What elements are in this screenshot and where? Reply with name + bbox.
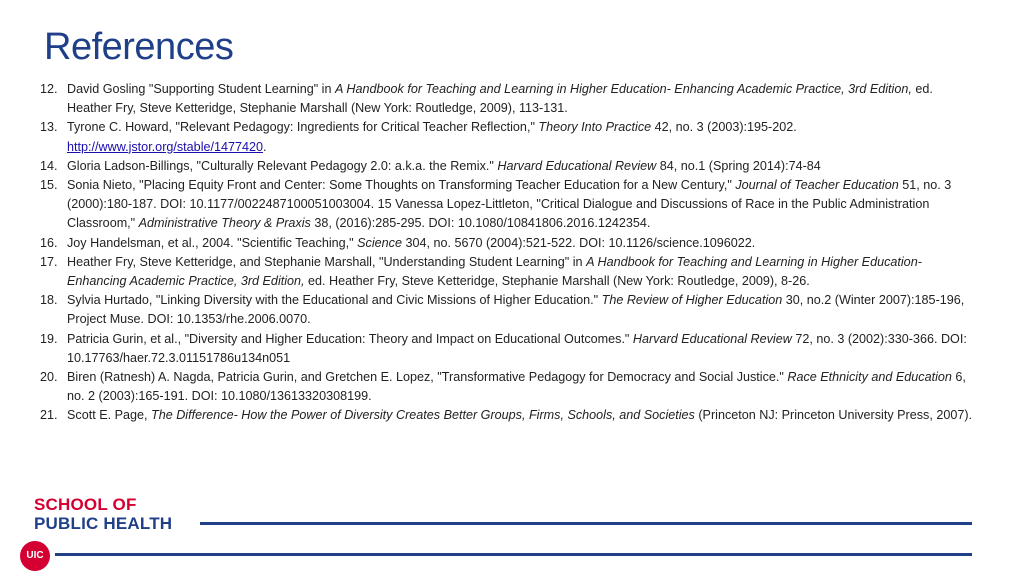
- reference-number: 16.: [40, 235, 58, 250]
- reference-source-title: The Review of Higher Education: [601, 293, 783, 308]
- reference-text: 72, no. 3 (2002):330-366. DOI: 10.17763/haer.72.3.01151786u134n051: [67, 331, 967, 365]
- reference-number: 12.: [40, 82, 58, 96]
- reference-item: [40, 157, 975, 176]
- reference-number: 18.: [40, 293, 58, 308]
- reference-text: 304, no. 5670 (2004):521-522. DOI: 10.1126/science.1096022.: [401, 235, 756, 250]
- reference-item: [40, 80, 975, 118]
- reference-text: 30, no.2 (Winter 2007):185-196, Project Muse. DOI: 10.1353/rhe.2006.0070.: [67, 293, 965, 327]
- reference-text: Biren (Ratnesh) A. Nagda, Patricia Gurin, and Gretchen E. Lopez, "Transformative Pedagogy for Democracy and Social Justice.": [67, 370, 788, 385]
- reference-source-title: A Handbook for Teaching and Learning in Higher Education- Enhancing Academic Practice, 3rd Edition,: [67, 254, 922, 289]
- reference-number: 21.: [40, 408, 58, 423]
- footer-rule-top: [200, 522, 972, 525]
- reference-text: (Princeton NJ: Princeton University Press, 2007).: [694, 408, 973, 423]
- logo-line-2: PUBLIC HEALTH: [34, 514, 173, 533]
- footer-rule-bottom: [55, 553, 972, 556]
- reference-text: Heather Fry, Steve Ketteridge, and Stephanie Marshall, "Understanding Student Learning" in: [67, 254, 587, 269]
- reference-source-title: A Handbook for Teaching and Learning in Higher Education- Enhancing Academic Practice, 3rd Edition,: [334, 82, 912, 96]
- reference-number: 15.: [40, 178, 58, 193]
- logo-line-1: SCHOOL OF: [34, 495, 137, 514]
- reference-item: [40, 291, 975, 329]
- reference-link[interactable]: http://www.jstor.org/stable/1477420: [67, 139, 264, 154]
- reference-number: 14.: [40, 158, 58, 173]
- reference-text: Sonia Nieto, "Placing Equity Front and Center: Some Thoughts on Transforming Teacher Education for a New Century,": [67, 178, 736, 193]
- reference-text: Sylvia Hurtado, "Linking Diversity with the Educational and Civic Missions of Higher Education.": [67, 293, 602, 308]
- uic-logo-icon: UIC: [20, 541, 50, 571]
- reference-text: ed. Heather Fry, Steve Ketteridge, Stephanie Marshall (New York: Routledge, 2009), 113-131.: [67, 82, 933, 116]
- reference-source-title: Science: [357, 235, 402, 250]
- reference-item: [40, 234, 975, 253]
- reference-number: 17.: [40, 254, 58, 269]
- reference-text: 84, no.1 (Spring 2014):74-84: [656, 158, 821, 173]
- reference-text: 38, (2016):285-295. DOI: 10.1080/10841806.2016.1242354.: [310, 216, 651, 231]
- reference-number: 19.: [40, 331, 58, 346]
- reference-source-title: Harvard Educational Review: [632, 331, 792, 346]
- reference-text: Scott E. Page,: [67, 408, 152, 423]
- reference-item: [40, 118, 975, 156]
- reference-text: David Gosling "Supporting Student Learning" in: [67, 82, 335, 96]
- reference-item: [40, 406, 975, 425]
- reference-text: Gloria Ladson-Billings, "Culturally Relevant Pedagogy 2.0: a.k.a. the Remix.": [67, 158, 498, 173]
- reference-number: 20.: [40, 370, 58, 385]
- reference-text: 6, no. 2 (2003):165-191. DOI: 10.1080/13613320308199.: [67, 370, 966, 404]
- reference-source-title: Race Ethnicity and Education: [787, 370, 952, 385]
- reference-source-title: Harvard Educational Review: [497, 158, 657, 173]
- page-title: References: [44, 26, 234, 68]
- reference-text: 51, no. 3 (2000):180-187. DOI: 10.1177/0022487100051003004. 15 Vanessa Lopez-Littleton, "Critical Dialogue and Discussions of Race in the Public Administration Classroom,": [67, 178, 952, 231]
- reference-source-title: The Difference- How the Power of Diversity Creates Better Groups, Firms, Schools, and Societies: [151, 408, 695, 423]
- school-logo: [34, 495, 172, 533]
- reference-item: [40, 253, 975, 291]
- reference-item: [40, 176, 975, 234]
- reference-source-title: Journal of Teacher Education: [735, 178, 899, 193]
- reference-number: 13.: [40, 120, 58, 135]
- reference-text: Tyrone C. Howard, "Relevant Pedagogy: Ingredients for Critical Teacher Reflection,": [67, 120, 539, 135]
- reference-text: Patricia Gurin, et al., "Diversity and Higher Education: Theory and Impact on Educational Outcomes.": [67, 331, 633, 346]
- reference-list: [40, 80, 975, 426]
- reference-text: Joy Handelsman, et al., 2004. "Scientific Teaching,": [67, 235, 358, 250]
- reference-item: [40, 330, 975, 368]
- reference-text: ed. Heather Fry, Steve Ketteridge, Stephanie Marshall (New York: Routledge, 2009), 8-26.: [304, 274, 810, 289]
- reference-item: [40, 368, 975, 406]
- reference-source-title: Theory Into Practice: [538, 120, 652, 135]
- reference-source-title: Administrative Theory & Praxis: [138, 216, 311, 231]
- reference-text: .: [263, 139, 267, 154]
- reference-text: 42, no. 3 (2003):195-202.: [651, 120, 797, 135]
